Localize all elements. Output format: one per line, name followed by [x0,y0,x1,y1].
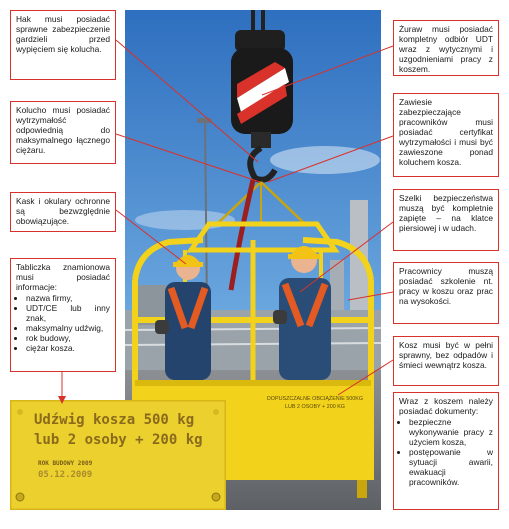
callout-hook-text: Hak musi posiadać sprawne zabezpieczenie gardzieli przed wypięciem się kolucha. [16,14,110,54]
callout-workers [393,262,499,324]
callout-harness-text: Szelki bezpieczeństwa muszą być kompletnie zapięte – na klatce piersiowej i w udach. [399,193,493,233]
callout-suspension-text: Zawiesie zabezpieczające pracowników musi posiadać certyfikat wytrzymałości i musi być zawieszone ponad koluchem kosza. [399,97,493,167]
callout-helmet [10,192,116,232]
callout-plate-intro: Tabliczka znamionowa musi posiadać informacje: [16,262,110,292]
list-item: • UDT/CE lub inny znak, [26,303,110,323]
callout-ring [10,101,116,164]
callout-docs-intro: Wraz z koszem należy posiadać dokumenty: [399,396,493,416]
callout-ring-text: Kolucho musi posiadać wytrzymałość odpowiednią do maksymalnego łącznego ciężaru. [16,105,110,155]
list-item: • rok budowy, [26,333,110,343]
callout-crane-text: Żuraw musi posiadać kompletny odbiór UDT wraz z wytycznymi i uzgodnieniami pracy z koszem. [399,24,493,74]
plate-date-line: 05.12.2009 [38,470,93,480]
nameplate-image [10,400,226,510]
docs-list [399,417,493,487]
callout-helmet-text: Kask i okulary ochronne są bezwzględnie obowiązujące. [16,196,110,226]
list-item: • bezpieczne wykonywanie pracy z użyciem kosza, [409,417,493,447]
list-item: • nazwa firmy, [26,293,110,303]
list-item: • maksymalny udźwig, [26,323,110,333]
callout-plate [10,258,116,372]
plate-capacity-line2: lub 2 osoby + 200 kg [34,432,203,448]
plate-year-line: ROK BUDOWY 2009 [38,460,93,467]
list-item: • ciężar kosza. [26,343,110,353]
plate-capacity-line1: Udźwig kosza 500 kg [34,412,195,428]
callout-hook [10,10,116,80]
callout-docs [393,392,499,510]
callout-basket [393,336,499,386]
callout-basket-text: Kosz musi być w pełni sprawny, bez odpadów i śmieci wewnątrz kosza. [399,340,493,370]
callout-crane [393,20,499,76]
basket-label-line1: DOPUSZCZALNE OBCIĄŻENIE 500KG [266,396,364,402]
callout-workers-text: Pracownicy muszą posiadać szkolenie nt. pracy w koszu oraz prac na wysokości. [399,266,493,306]
callout-harness [393,189,499,251]
basket-label-line2: LUB 2 OSOBY + 200 KG [285,404,345,410]
callout-suspension [393,93,499,177]
list-item: • postępowanie w sytuacji awarii, ewakuacji pracowników. [409,447,493,487]
plate-info-list [16,293,110,353]
